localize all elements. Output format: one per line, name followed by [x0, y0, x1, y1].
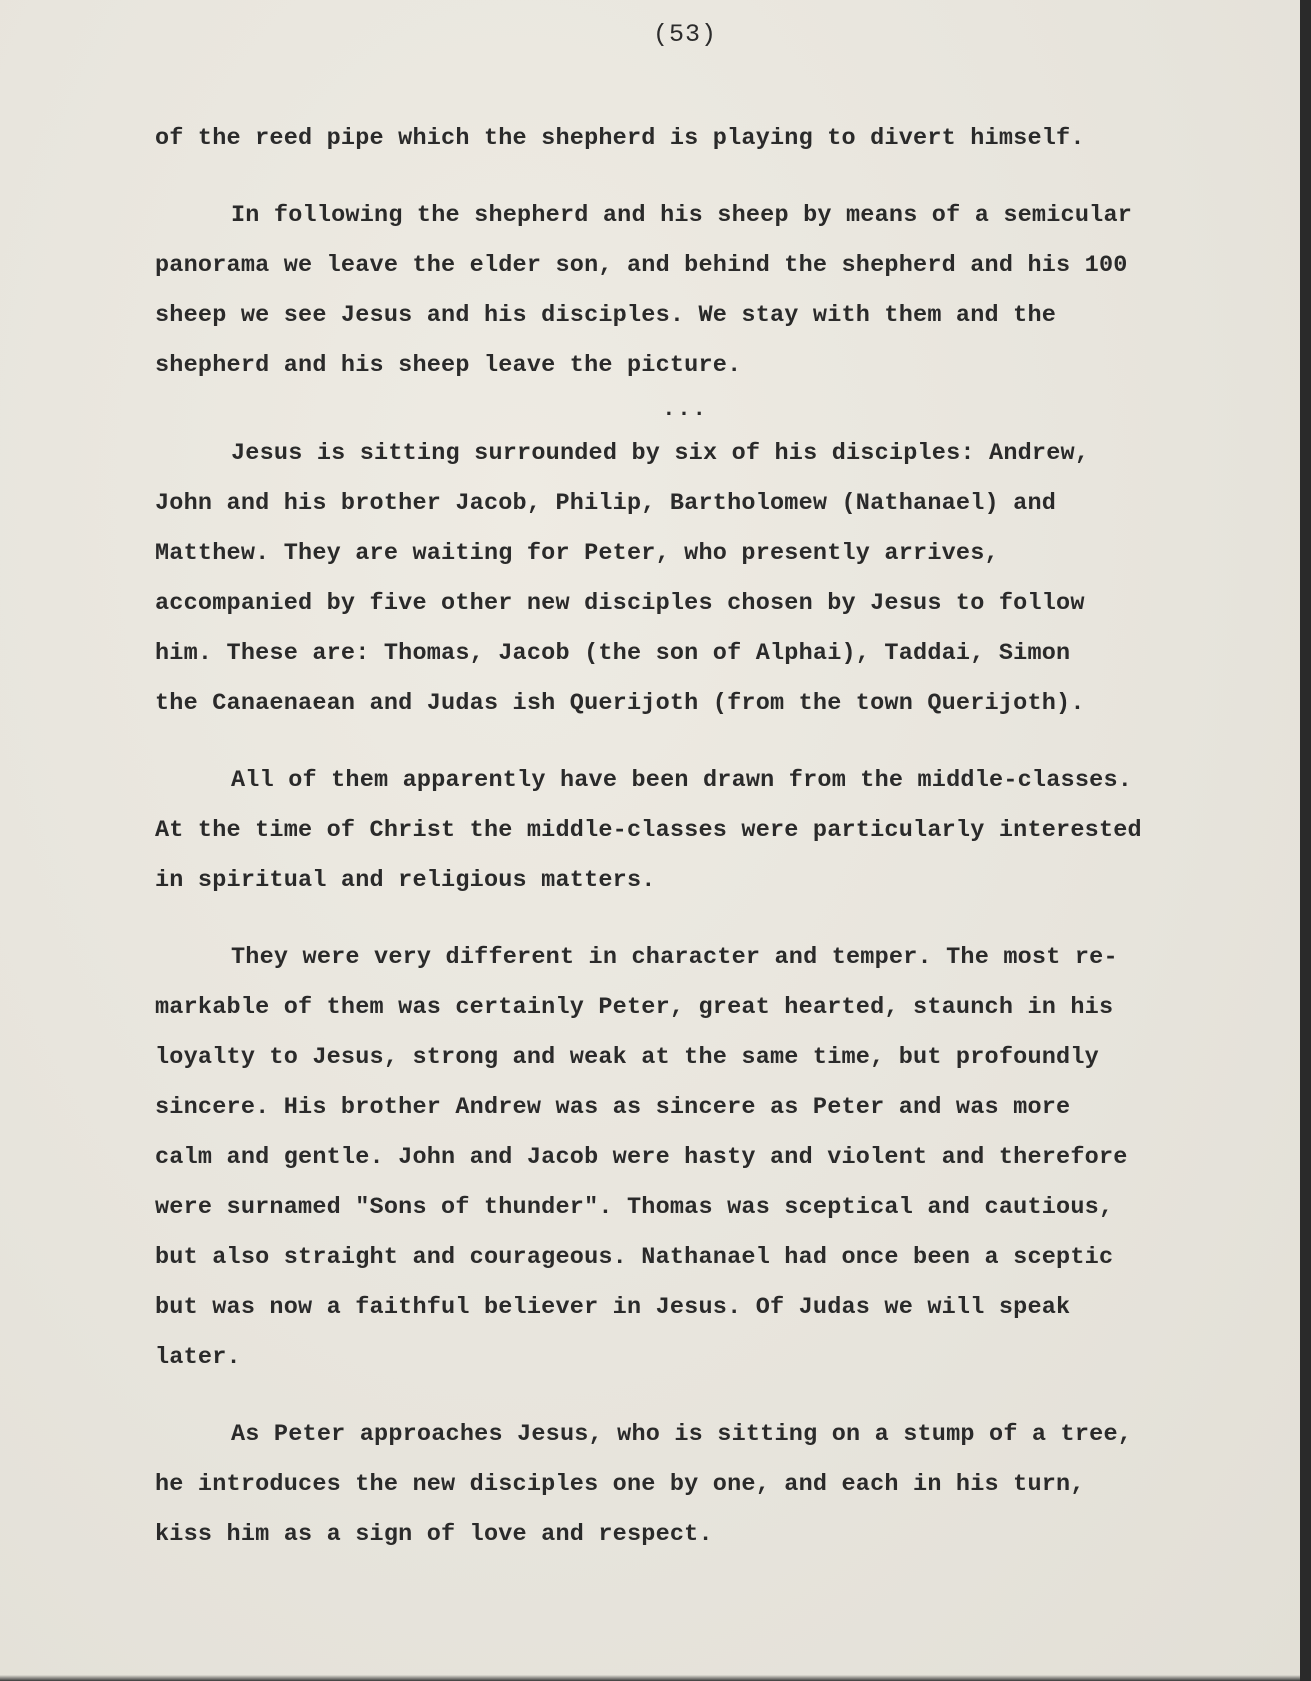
- text-line: Jesus is sitting surrounded by six of his disciples: Andrew,: [231, 440, 1090, 467]
- text-line: later.: [155, 1344, 241, 1371]
- text-line: sheep we see Jesus and his disciples. We stay with them and the: [155, 302, 1057, 329]
- text-line: John and his brother Jacob, Philip, Bartholomew (Nathanael) and: [155, 490, 1057, 517]
- paragraph: [155, 1410, 1255, 1560]
- text-line: sincere. His brother Andrew was as sincere as Peter and was more: [155, 1094, 1071, 1121]
- text-line: loyalty to Jesus, strong and weak at the same time, but profoundly: [155, 1044, 1099, 1071]
- text-line: At the time of Christ the middle-classes were particularly interested: [155, 817, 1142, 844]
- paragraph: [155, 756, 1255, 906]
- text-line: All of them apparently have been drawn from the middle-classes.: [231, 767, 1133, 794]
- text-line: accompanied by five other new disciples chosen by Jesus to follow: [155, 590, 1085, 617]
- scan-border: [1300, 0, 1311, 1681]
- text-line: They were very different in character and temper. The most re-: [231, 944, 1118, 971]
- text-line: panorama we leave the elder son, and behind the shepherd and his 100: [155, 252, 1128, 279]
- text-line: calm and gentle. John and Jacob were hasty and violent and therefore: [155, 1144, 1128, 1171]
- text-line: him. These are: Thomas, Jacob (the son of Alphai), Taddai, Simon: [155, 640, 1071, 667]
- text-line: As Peter approaches Jesus, who is sitting on a stump of a tree,: [231, 1421, 1133, 1448]
- text-line: the Canaenaean and Judas ish Querijoth (from the town Querijoth).: [155, 690, 1085, 717]
- text-line: kiss him as a sign of love and respect.: [155, 1521, 713, 1548]
- text-line: markable of them was certainly Peter, great hearted, staunch in his: [155, 994, 1114, 1021]
- page-number: (53): [652, 20, 717, 49]
- text-line: but was now a faithful believer in Jesus. Of Judas we will speak: [155, 1294, 1071, 1321]
- paragraph: [155, 114, 1255, 164]
- paragraph: [155, 429, 1255, 729]
- text-line: but also straight and courageous. Nathanael had once been a sceptic: [155, 1244, 1114, 1271]
- paragraph: [155, 191, 1255, 391]
- text-line: he introduces the new disciples one by one, and each in his turn,: [155, 1471, 1085, 1498]
- body-text: [155, 114, 1255, 1560]
- text-line: were surnamed "Sons of thunder". Thomas was sceptical and cautious,: [155, 1194, 1114, 1221]
- text-line: Matthew. They are waiting for Peter, who presently arrives,: [155, 540, 999, 567]
- text-line: In following the shepherd and his sheep by means of a semicular: [231, 202, 1133, 229]
- page-bottom-edge: [0, 1675, 1300, 1681]
- text-line: in spiritual and religious matters.: [155, 867, 656, 894]
- paragraph: [155, 933, 1255, 1383]
- text-line: of the reed pipe which the shepherd is playing to divert himself.: [155, 125, 1085, 152]
- section-separator: ...: [662, 397, 708, 422]
- text-line: shepherd and his sheep leave the picture.: [155, 352, 742, 379]
